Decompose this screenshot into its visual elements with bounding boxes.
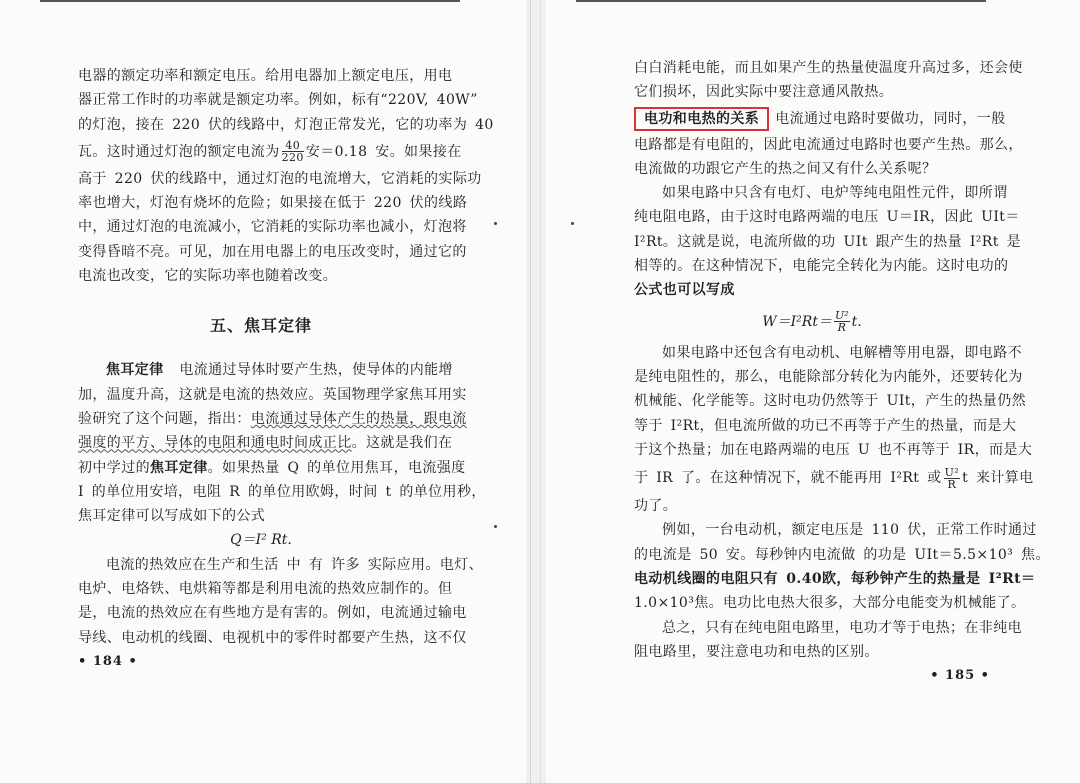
highlighted-term-box: 电功和电热的关系 (634, 107, 769, 131)
page-number: • 184 • (78, 653, 138, 669)
text-line: 功了。 (634, 498, 678, 515)
text-line: 机械能、化学能等。这时电功仍然等于 UIt，产生的热量仍然 (634, 393, 1027, 410)
text-line: 中，通过灯泡的电流减小，它消耗的实际功率也减小，灯泡将 (78, 219, 467, 236)
text-fragment: 电流通过电路时要做功，同时，一般 (775, 110, 1006, 127)
formula-part: t. (851, 313, 862, 330)
text-line: 它们损坏，因此实际中要注意通风散热。 (634, 84, 894, 101)
text-fragment: 安＝0.18 安。如果接在 (305, 143, 462, 160)
term-joule-law: 焦耳定律 (106, 362, 164, 379)
text-fragment: 验研究了这个问题，指出： (78, 410, 251, 427)
formula-fraction (944, 467, 960, 490)
text-line: 器正常工作时的功率就是额定功率。例如，标有“220V, 40W” (78, 92, 478, 109)
formula-fraction (834, 310, 850, 333)
text-line: I 的单位用安培，电阻 R 的单位用欧姆，时间 t 的单位用秒， (78, 483, 486, 500)
text-line: 电流也改变，它的实际功率也随着改变。 (78, 268, 338, 285)
underlined-text: 强度的平方、导体的电阻和通电时间成正比 (78, 435, 352, 452)
text-line: 导线、电动机的线圈、电视机中的零件时都要产生热，这不仅 (78, 629, 467, 646)
gutter-line (530, 0, 531, 783)
text-line: 焦耳定律可以写成如下的公式 (78, 508, 266, 525)
underlined-text: ，跟电流 (409, 410, 467, 427)
text-line: 电炉、电烙铁、电烘箱等都是利用电流的热效应制作的。但 (78, 581, 453, 598)
text-line (78, 407, 467, 431)
text-line: 电动机线圈的电阻只有 0.40欧，每秒钟产生的热量是 I²Rt＝ (634, 571, 1036, 588)
text-line (78, 431, 453, 455)
left-page (0, 0, 526, 783)
electric-work-formula (634, 303, 990, 341)
text-line: 1.0×10³焦。电功比电热大很多，大部分电能变为机械能了。 (634, 595, 1026, 612)
text-line: 变得昏暗不亮。可见，加在用电器上的电压改变时，通过它的 (78, 243, 467, 260)
text-fragment: 。如果热量 Q 的单位用焦耳，电流强度 (207, 459, 466, 476)
text-line: 高于 220 伏的线路中，通过灯泡的电流增大，它消耗的实际功 (78, 170, 482, 187)
text-line: 如果电路中还包含有电动机、电解槽等用电器，即电路不 (662, 344, 1022, 361)
text-line: 电路都是有电阻的，因此电流通过电路时也要产生热。那么， (634, 136, 1023, 153)
underlined-text: 电流通过导体产生的热量 (250, 410, 410, 427)
fraction-denominator: R (837, 321, 846, 335)
text-line: 相等的。在这种情况下，电能完全转化为内能。这时电功的 (634, 258, 1009, 275)
text-line (634, 105, 1006, 133)
text-fragment: 。这就是我们在 (351, 435, 453, 452)
text-line: 电流的热效应在生产和生活 中 有 许多 实际应用。电灯、 (106, 556, 483, 573)
text-line-with-fraction (78, 137, 462, 167)
text-line (78, 358, 453, 382)
text-line: 如果电路中只含有电灯、电炉等纯电阻性元件，即所谓 (662, 185, 1008, 202)
top-rule (40, 0, 460, 2)
fraction-denominator: R (947, 477, 957, 491)
scan-speck (494, 525, 497, 528)
fraction-denominator: 220 (281, 151, 304, 165)
fraction-numerator: 40 (282, 140, 304, 152)
left-page-text (78, 64, 494, 674)
text-line: 等于 I²Rt，但电流所做的功已不再等于产生的热量，而是大 (634, 417, 1017, 434)
text-line: 是纯电阻性的，那么，电能除部分转化为内能外，还要转化为 (634, 368, 1023, 385)
text-line: 例如，一台电动机，额定电压是 110 伏，正常工作时通过 (662, 522, 1037, 539)
text-line: 阻电路里，要注意电功和电热的区别。 (634, 643, 879, 660)
text-line: 的电流是 50 安。每秒钟内电流做 的功是 UIt＝5.5×10³ 焦。 (634, 546, 1050, 563)
text-line: 总之，只有在纯电阻电路里，电功才等于电热；在非纯电 (662, 619, 1022, 636)
text-fragment: 电流通过导体时要产生热，使导体的内能增 (179, 362, 453, 379)
text-fragment: 于 IR 了。在这种情况下，就不能再用 I²Rt 或 (634, 470, 942, 487)
page-number: • 185 • (930, 668, 990, 684)
page-gutter (526, 0, 546, 783)
text-line: 的灯泡，接在 220 伏的线路中，灯泡正常发光，它的功率为 40 (78, 116, 494, 133)
text-line: 纯电阻电路，由于这时电路两端的电压 U＝IR，因此 UIt＝ (634, 209, 1020, 226)
text-line: 是，电流的热效应在有些地方是有害的。例如，电流通过输电 (78, 605, 467, 622)
term-joule-law: 焦耳定律 (150, 459, 208, 476)
text-line (78, 456, 466, 480)
text-line: 白白消耗电能，而且如果产生的热量使温度升高过多，还会使 (634, 60, 1023, 76)
fraction-numerator: U² (834, 309, 849, 323)
joule-formula: Q＝I² Rt. (230, 532, 292, 549)
text-fragment: t 来计算电 (962, 470, 1034, 487)
text-line: 电流做的功跟它产生的热之间又有什么关系呢？ (634, 160, 937, 177)
scan-speck (571, 222, 574, 225)
top-rule (576, 0, 986, 2)
formula-part: W＝I²Rt＝ (762, 313, 832, 330)
text-fragment: 瓦。这时通过灯泡的额定电流为 (78, 143, 280, 160)
scan-speck (494, 222, 497, 225)
right-page (546, 0, 1080, 783)
text-line: 于这个热量；加在电路两端的电压 U 也不再等于 IR，而是大 (634, 441, 1033, 458)
gutter-line (540, 0, 541, 783)
section-heading: 五、焦耳定律 (209, 316, 312, 336)
current-fraction (282, 140, 304, 163)
text-line: 率也增大，灯泡有烧坏的危险；如果接在低于 220 伏的线路 (78, 195, 468, 212)
text-fragment: 初中学过的 (78, 459, 150, 476)
text-line: 公式也可以写成 (634, 282, 735, 299)
text-line: I²Rt。这就是说，电流所做的功 UIt 跟产生的热量 I²Rt 是 (634, 233, 1021, 250)
right-page-text (634, 56, 1050, 689)
text-line: 电器的额定功率和额定电压。给用电器加上额定电压，用电 (78, 68, 453, 84)
fraction-numerator: U² (944, 465, 960, 479)
text-line: 加，温度升高，这就是电流的热效应。英国物理学家焦耳用实 (78, 386, 467, 403)
text-line-with-fraction (634, 462, 1034, 494)
